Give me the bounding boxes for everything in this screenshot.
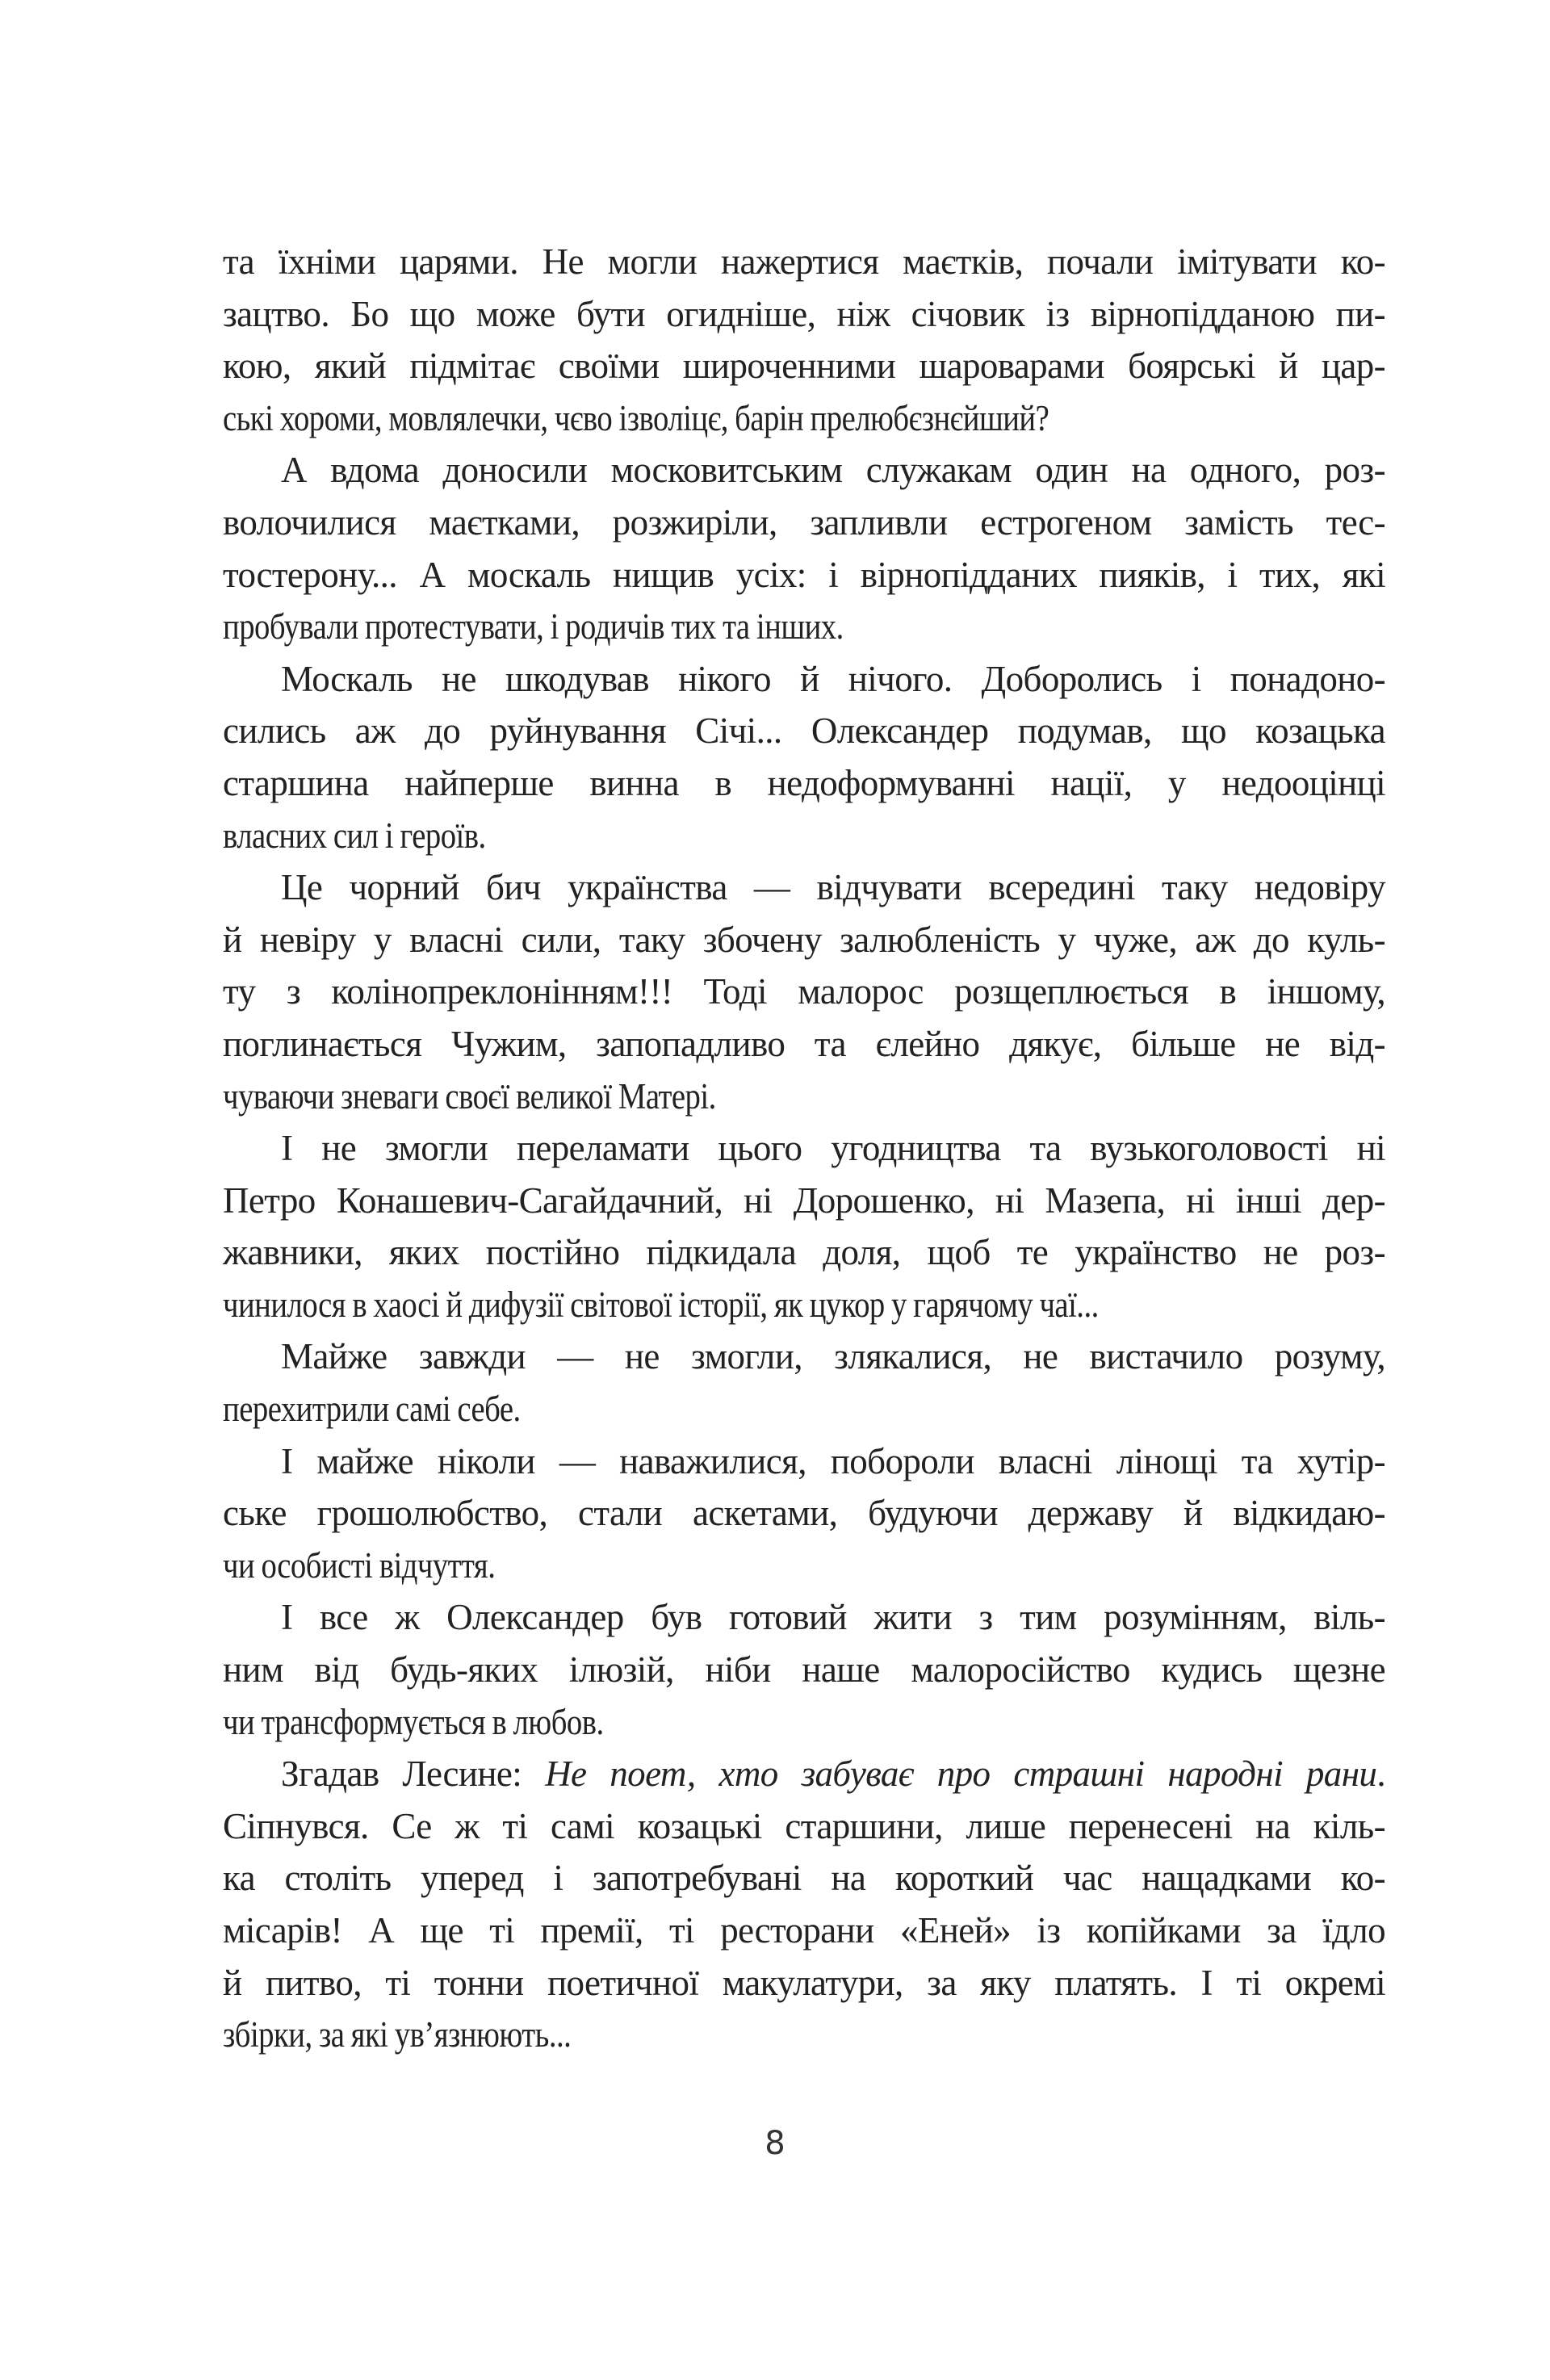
text-line: поглинається Чужим, запопадливо та єлейно дякує, більше не від- (223, 1023, 1385, 1064)
text-line: тостерону... А москаль нищив усіх: і вірнопідданих пияків, і тих, які (223, 554, 1385, 595)
text-line: І не змогли переламати цього угодництва та вузькоголовості ні (281, 1128, 1385, 1169)
text-line: старшина найперше винна в недоформуванні нації, у недооцінці (223, 762, 1385, 803)
paragraph (223, 861, 1385, 1122)
text-line: Сіпнувся. Се ж ті самі козацькі старшини, лише перенесені на кіль- (223, 1805, 1385, 1846)
paragraph (223, 653, 1385, 861)
paragraph (223, 1435, 1385, 1592)
text-line: ське грошолюбство, стали аскетами, будуючи державу й відкидаю- (223, 1493, 1385, 1534)
quote-intro: Згадав Лесине: (281, 1754, 546, 1795)
text-line: ка століть уперед і запотребувані на короткий час нащадками ко- (223, 1858, 1385, 1899)
text-line: Москаль не шкодував нікого й нічого. Доборолись і понадоно- (281, 658, 1385, 699)
paragraph (223, 1122, 1385, 1330)
text-line: й питво, ті тонни поетичної макулатури, за яку платять. І ті окремі (223, 1962, 1385, 2003)
text-line: ту з колінопреклонінням!!! Тоді малорос розщеплюється в іншому, (223, 971, 1385, 1012)
text-line: чинилося в хаосі й дифузії світової історії, як цукор у гарячому чаї... (223, 1284, 1099, 1325)
text-line: сились аж до руйнування Січі... Олександер подумав, що козацька (223, 710, 1385, 752)
text-line: Майже завжди — не змогли, злякалися, не вистачило розуму, (281, 1336, 1385, 1377)
text-line: волочилися маєтками, розжиріли, запливли естрогеном замість тес- (223, 501, 1385, 543)
text-line: І все ж Олександер був готовий жити з тим розумінням, віль- (281, 1597, 1385, 1638)
text-line: Це чорний бич українства — відчувати всередині таку недовіру (281, 867, 1385, 908)
text-line: чи трансформується в любов. (223, 1701, 604, 1742)
text-line: збірки, за які ув’язнюють... (223, 2014, 572, 2055)
paragraph (223, 1330, 1385, 1435)
text-line: ські хороми, мовлялечки, чєво ізволіцє, барін прелюбєзнєйший? (223, 397, 1049, 438)
paragraph (223, 444, 1385, 652)
italic-quote: Не поет, хто забуває про страшні народні рани (545, 1754, 1377, 1795)
text-line: перехитрили самі себе. (223, 1389, 521, 1430)
text-line: І майже ніколи — наважилися, побороли власні лінощі та хутір- (281, 1440, 1385, 1481)
text-line: жавники, яких постійно підкидала доля, щоб те українство не роз- (223, 1232, 1385, 1273)
text-line: й невіру у власні сили, таку збочену залюбленість у чуже, аж до куль- (223, 919, 1385, 960)
text-line: кою, який підмітає своїми широченними шароварами боярські й цар- (223, 346, 1385, 387)
text-line: зацтво. Бо що може бути огидніше, ніж січовик із вірнопідданою пи- (223, 293, 1385, 334)
paragraph (223, 236, 1385, 444)
paragraph (223, 1748, 1385, 2061)
quote-end: . (1376, 1754, 1385, 1795)
text-line: ним від будь-яких ілюзій, ніби наше малоросійство кудись щезне (223, 1649, 1385, 1691)
text-line: А вдома доносили московитським служакам один на одного, роз- (281, 450, 1385, 491)
text-line: чуваючи зневаги своєї великої Матері. (223, 1075, 716, 1117)
text-line-with-quote (223, 1748, 1385, 1800)
text-line: Петро Конашевич-Сагайдачний, ні Дорошенко, ні Мазепа, ні інші дер- (223, 1180, 1385, 1221)
text-line: чи особисті відчуття. (223, 1544, 496, 1586)
text-line: місарів! А ще ті премії, ті ресторани «Еней» із копійками за їдло (223, 1910, 1385, 1951)
paragraph (223, 1591, 1385, 1748)
book-page-text (223, 236, 1385, 2061)
text-line: пробували протестувати, і родичів тих та інших. (223, 606, 844, 647)
text-line: власних сил і героїв. (223, 815, 486, 856)
text-line: та їхніми царями. Не могли нажертися маєтків, почали імітувати ко- (223, 241, 1385, 282)
page-number: 8 (765, 2125, 785, 2162)
